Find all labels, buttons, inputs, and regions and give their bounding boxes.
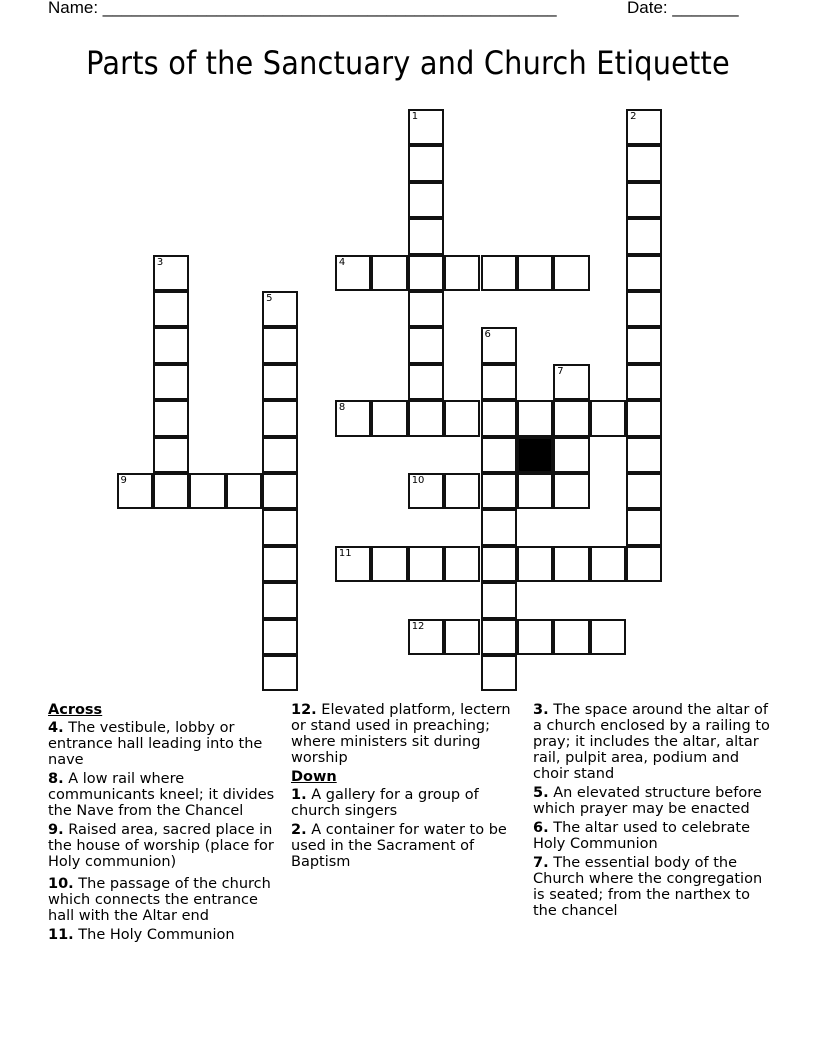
grid-cell[interactable] <box>408 218 444 254</box>
grid-cell[interactable] <box>262 364 298 400</box>
grid-cell[interactable] <box>262 400 298 436</box>
grid-cell[interactable] <box>481 327 517 363</box>
grid-cell[interactable] <box>262 619 298 655</box>
grid-cell[interactable] <box>553 546 589 582</box>
down-heading: Down <box>291 769 337 785</box>
grid-cell[interactable] <box>153 400 189 436</box>
clue-down-3: 3. The space around the altar of a church enclosed by a railing to pray; it includes the altar, altar rail, pulpit area, podium and choir stand <box>533 702 770 782</box>
clue-number: 4 <box>338 256 346 268</box>
grid-cell[interactable] <box>590 546 626 582</box>
clue-number: 7 <box>557 365 564 377</box>
grid-cell[interactable] <box>189 473 225 509</box>
grid-cell[interactable] <box>626 291 662 327</box>
grid-cell[interactable] <box>481 509 517 545</box>
grid-cell[interactable] <box>481 655 517 691</box>
grid-cell[interactable] <box>153 437 189 473</box>
grid-cell[interactable] <box>262 582 298 618</box>
grid-cell[interactable] <box>626 364 662 400</box>
grid-cell[interactable] <box>153 255 189 291</box>
grid-cell[interactable] <box>481 400 517 436</box>
grid-cell[interactable] <box>553 437 589 473</box>
grid-cell[interactable] <box>262 291 298 327</box>
clue-number: 5 <box>266 293 273 304</box>
grid-cell[interactable] <box>408 109 444 145</box>
grid-cell[interactable] <box>262 546 298 582</box>
clue-number: 11 <box>338 547 352 559</box>
grid-cell[interactable] <box>517 473 553 509</box>
clue-across-9: 9. Raised area, sacred place in the house of worship (place for Holy communion) <box>48 822 274 870</box>
grid-cell[interactable] <box>626 437 662 473</box>
clue-number: 1 <box>411 111 419 122</box>
clue-across-8: 8. A low rail where communicants kneel; it divides the Nave from the Chancel <box>48 771 275 819</box>
clue-number: 10 <box>411 475 425 486</box>
grid-cell[interactable] <box>153 364 189 400</box>
grid-cell[interactable] <box>481 546 517 582</box>
grid-cell[interactable] <box>590 619 626 655</box>
clue-down-1: 1. A gallery for a group of church singers <box>291 787 479 819</box>
clue-number: 3 <box>156 256 164 268</box>
grid-cell[interactable] <box>481 255 517 291</box>
grid-cell[interactable] <box>590 400 626 436</box>
grid-cell[interactable] <box>335 255 371 291</box>
page-title: Parts of the Sanctuary and Church Etiquette <box>86 44 730 82</box>
grid-cell[interactable] <box>626 255 662 291</box>
grid-cell[interactable] <box>262 473 298 509</box>
clue-number: 9 <box>120 475 127 486</box>
name-label: Name: <box>48 0 103 17</box>
date-line[interactable]: _______ <box>672 0 739 17</box>
grid-cell[interactable] <box>481 582 517 618</box>
grid-cell[interactable] <box>371 546 407 582</box>
grid-cell[interactable] <box>408 182 444 218</box>
grid-cell[interactable] <box>335 546 371 582</box>
grid-cell[interactable] <box>481 473 517 509</box>
grid-cell[interactable] <box>408 546 444 582</box>
clue-across-12: 12. Elevated platform, lectern or stand used in preaching; where ministers sit during worship <box>291 702 511 766</box>
across-heading: Across <box>48 702 103 718</box>
clues-column-2 <box>291 702 523 873</box>
clue-down-2: 2. A container for water to be used in the Sacrament of Baptism <box>291 822 507 870</box>
grid-cell[interactable] <box>517 619 553 655</box>
grid-cell[interactable] <box>371 255 407 291</box>
grid-cell[interactable] <box>408 291 444 327</box>
grid-cell[interactable] <box>444 546 480 582</box>
grid-cell[interactable] <box>117 473 153 509</box>
grid-cell[interactable] <box>626 218 662 254</box>
grid-cell[interactable] <box>262 327 298 363</box>
name-field[interactable] <box>48 0 557 18</box>
grid-cell[interactable] <box>408 364 444 400</box>
clues-column-1 <box>48 702 286 946</box>
clue-down-6: 6. The altar used to celebrate Holy Communion <box>533 820 750 852</box>
grid-cell[interactable] <box>444 473 480 509</box>
grid-cell[interactable] <box>626 400 662 436</box>
grid-cell[interactable] <box>553 619 589 655</box>
grid-cell[interactable] <box>626 546 662 582</box>
grid-cell[interactable] <box>444 400 480 436</box>
grid-cell[interactable] <box>153 473 189 509</box>
grid-cell[interactable] <box>408 619 444 655</box>
grid-cell[interactable] <box>553 364 589 400</box>
grid-cell[interactable] <box>553 400 589 436</box>
grid-cell[interactable] <box>626 182 662 218</box>
grid-cell[interactable] <box>226 473 262 509</box>
name-line[interactable]: ________________________________________________ <box>102 0 557 17</box>
clue-across-10: 10. The passage of the church which connects the entrance hall with the Altar end <box>48 876 271 924</box>
clue-number: 6 <box>484 329 491 341</box>
clue-across-11: 11. The Holy Communion <box>48 927 235 943</box>
grid-cell[interactable] <box>408 327 444 363</box>
grid-cell[interactable] <box>626 109 662 145</box>
grid-cell[interactable] <box>517 255 553 291</box>
grid-cell[interactable] <box>626 509 662 545</box>
black-cell <box>517 437 553 473</box>
grid-cell[interactable] <box>408 255 444 291</box>
grid-cell[interactable] <box>371 400 407 436</box>
grid-cell[interactable] <box>626 327 662 363</box>
grid-cell[interactable] <box>153 291 189 327</box>
clue-number: 12 <box>411 620 425 632</box>
grid-cell[interactable] <box>153 327 189 363</box>
grid-cell[interactable] <box>408 473 444 509</box>
grid-cell[interactable] <box>262 509 298 545</box>
grid-cell[interactable] <box>517 400 553 436</box>
clue-down-5: 5. An elevated structure before which prayer may be enacted <box>533 785 762 817</box>
grid-cell[interactable] <box>444 255 480 291</box>
grid-cell[interactable] <box>481 437 517 473</box>
grid-cell[interactable] <box>262 437 298 473</box>
grid-cell[interactable] <box>553 473 589 509</box>
grid-cell[interactable] <box>626 473 662 509</box>
grid-cell[interactable] <box>481 364 517 400</box>
clues-column-3 <box>533 702 773 922</box>
grid-cell[interactable] <box>553 255 589 291</box>
date-field[interactable] <box>627 0 739 18</box>
grid-cell[interactable] <box>481 619 517 655</box>
grid-cell[interactable] <box>335 400 371 436</box>
grid-cell[interactable] <box>408 400 444 436</box>
grid-cell[interactable] <box>444 619 480 655</box>
grid-cell[interactable] <box>517 546 553 582</box>
grid-cell[interactable] <box>626 145 662 181</box>
grid-cell[interactable] <box>408 145 444 181</box>
grid-cell[interactable] <box>262 655 298 691</box>
clue-across-4: 4. The vestibule, lobby or entrance hall leading into the nave <box>48 720 263 768</box>
clue-number: 8 <box>338 402 346 414</box>
clue-down-7: 7. The essential body of the Church where the congregation is seated; from the narthex to the chancel <box>533 855 763 919</box>
date-label: Date: <box>627 0 673 17</box>
clue-number: 2 <box>630 111 637 122</box>
